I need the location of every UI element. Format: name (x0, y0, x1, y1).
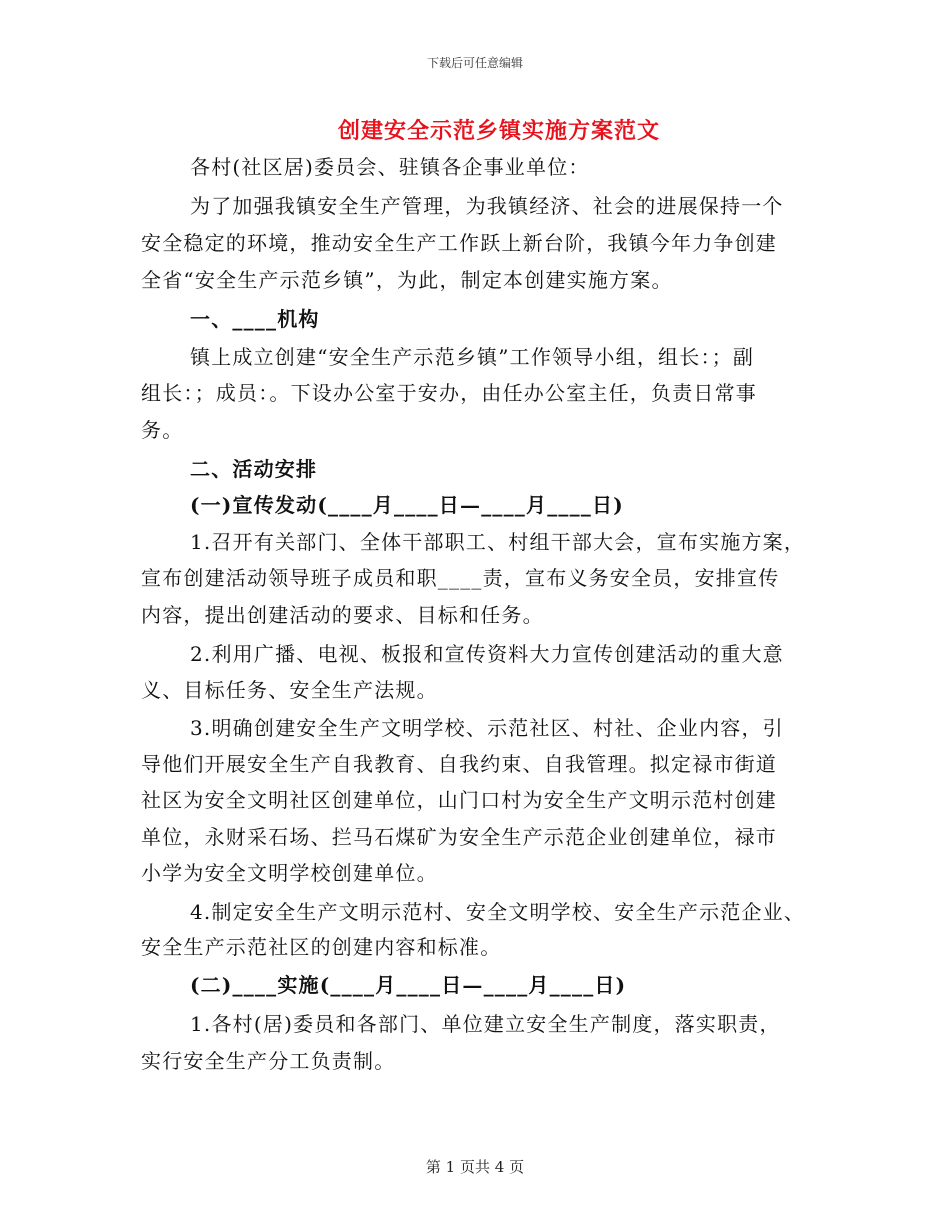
section-heading: 二、活动安排 (190, 457, 318, 481)
salutation-line: 各村(社区居)委员会、驻镇各企事业单位： (190, 155, 590, 179)
paragraph-line: 镇上成立创建“安全生产示范乡镇”工作领导小组，组长：；副 (190, 345, 755, 369)
paragraph-line: 内容，提出创建活动的要求、目标和任务。 (141, 603, 544, 627)
document-title: 创建安全示范乡镇实施方案范文 (337, 118, 660, 144)
subsection-heading: (一)宣传发动(____月____日—____月____日) (190, 493, 624, 517)
page-footer: 第 1 页共 4 页 (425, 1158, 525, 1176)
paragraph-line: 小学为安全文明学校创建单位。 (141, 861, 438, 885)
paragraph-line: 1.各村(居)委员和各部门、单位建立安全生产制度，落实职责， (190, 1012, 781, 1036)
paragraph-line: 组长：；成员：。下设办公室于安办，由任办公室主任，负责日常事 (141, 381, 757, 405)
section-heading: 一、____机构 (190, 307, 320, 331)
paragraph-line: 单位，永财采石场、拦马石煤矿为安全生产示范企业创建单位，禄市 (141, 825, 777, 849)
paragraph-line: 宣布创建活动领导班子成员和职____责，宣布义务安全员，安排宣传 (141, 566, 780, 590)
paragraph-line: 义、目标任务、安全生产法规。 (141, 678, 438, 702)
paragraph-line: 全省“安全生产示范乡镇”，为此，制定本创建实施方案。 (141, 268, 673, 292)
paragraph-line: 导他们开展安全生产自我教育、自我约束、自我管理。拟定禄市街道 (141, 752, 777, 776)
paragraph-line: 3.明确创建安全生产文明学校、示范社区、村社、企业内容，引 (190, 716, 784, 740)
paragraph-line: 安全生产示范社区的创建内容和标准。 (141, 935, 502, 959)
paragraph-line: 2.利用广播、电视、板报和宣传资料大力宣传创建活动的重大意 (190, 642, 784, 666)
header-note: 下载后可任意编辑 (426, 56, 523, 70)
paragraph-line: 务。 (141, 418, 184, 442)
paragraph-line: 4.制定安全生产文明示范村、安全文明学校、安全生产示范企业、 (190, 900, 806, 924)
paragraph-line: 社区为安全文明社区创建单位，山门口村为安全生产文明示范村创建 (141, 788, 777, 812)
paragraph-line: 为了加强我镇安全生产管理，为我镇经济、社会的进展保持一个 (190, 194, 784, 218)
paragraph-line: 1.召开有关部门、全体干部职工、村组干部大会，宣布实施方案， (190, 530, 806, 554)
paragraph-line: 安全稳定的环境，推动安全生产工作跃上新台阶，我镇今年力争创建 (141, 231, 777, 255)
paragraph-line: 实行安全生产分工负责制。 (141, 1049, 396, 1073)
subsection-heading: (二)____实施(____月____日—____月____日) (190, 973, 627, 997)
